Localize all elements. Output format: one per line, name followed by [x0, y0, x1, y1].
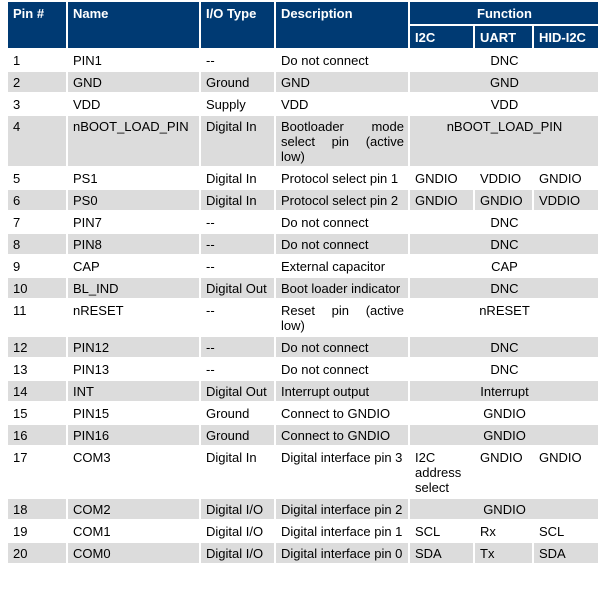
- table-row: [8, 521, 598, 543]
- io-type-cell: Digital In: [201, 190, 276, 212]
- io-type-cell: Ground: [201, 72, 276, 94]
- pin-name-cell: nRESET: [68, 300, 201, 337]
- io-type-cell: --: [201, 234, 276, 256]
- pin-number-cell: 5: [8, 168, 68, 190]
- pin-name-cell: PIN8: [68, 234, 201, 256]
- pin-name-cell: PIN16: [68, 425, 201, 447]
- description-cell: Reset pin (active low): [276, 300, 410, 337]
- description-cell: Bootloader mode select pin (active low): [276, 116, 410, 168]
- io-type-cell: --: [201, 359, 276, 381]
- pin-number-cell: 6: [8, 190, 68, 212]
- function-i2c-cell: SDA: [410, 543, 475, 565]
- pin-name-cell: COM1: [68, 521, 201, 543]
- pin-number-cell: 16: [8, 425, 68, 447]
- pin-assignment-table: [8, 2, 598, 565]
- function-cell: nBOOT_LOAD_PIN: [410, 116, 598, 168]
- function-uart-cell: GNDIO: [475, 190, 534, 212]
- pin-name-cell: PS0: [68, 190, 201, 212]
- function-cell: Interrupt: [410, 381, 598, 403]
- pin-name-cell: INT: [68, 381, 201, 403]
- function-cell: DNC: [410, 50, 598, 72]
- function-cell: DNC: [410, 234, 598, 256]
- description-cell: Digital interface pin 3: [276, 447, 410, 499]
- function-uart-cell: Rx: [475, 521, 534, 543]
- pin-number-cell: 18: [8, 499, 68, 521]
- pin-number-cell: 1: [8, 50, 68, 72]
- table-row: [8, 381, 598, 403]
- function-uart-cell: Tx: [475, 543, 534, 565]
- io-type-cell: Digital In: [201, 447, 276, 499]
- description-cell: External capacitor: [276, 256, 410, 278]
- table-row: [8, 359, 598, 381]
- io-type-cell: --: [201, 212, 276, 234]
- pin-number-cell: 2: [8, 72, 68, 94]
- table-row: [8, 403, 598, 425]
- header-row: [8, 2, 598, 26]
- io-type-cell: --: [201, 300, 276, 337]
- function-i2c-cell: GNDIO: [410, 168, 475, 190]
- table-row: [8, 425, 598, 447]
- table-row: [8, 94, 598, 116]
- function-cell: CAP: [410, 256, 598, 278]
- function-uart-cell: GNDIO: [475, 447, 534, 499]
- description-cell: VDD: [276, 94, 410, 116]
- io-type-cell: Ground: [201, 403, 276, 425]
- pin-number-cell: 12: [8, 337, 68, 359]
- function-i2c-cell: I2C address select: [410, 447, 475, 499]
- pin-name-cell: GND: [68, 72, 201, 94]
- pin-name-cell: PIN7: [68, 212, 201, 234]
- pin-number-cell: 8: [8, 234, 68, 256]
- table-row: [8, 50, 598, 72]
- header-i2c: I2C: [410, 26, 475, 50]
- pin-name-cell: COM3: [68, 447, 201, 499]
- pin-number-cell: 4: [8, 116, 68, 168]
- header-uart: UART: [475, 26, 534, 50]
- pin-number-cell: 7: [8, 212, 68, 234]
- pin-name-cell: PIN12: [68, 337, 201, 359]
- table-row: [8, 256, 598, 278]
- table-row: [8, 234, 598, 256]
- function-cell: GNDIO: [410, 403, 598, 425]
- io-type-cell: --: [201, 256, 276, 278]
- pin-number-cell: 13: [8, 359, 68, 381]
- function-cell: DNC: [410, 359, 598, 381]
- description-cell: Interrupt output: [276, 381, 410, 403]
- header-hid-i2c: HID-I2C: [534, 26, 598, 50]
- pin-name-cell: PS1: [68, 168, 201, 190]
- pin-table-body: [8, 50, 598, 565]
- function-cell: GNDIO: [410, 425, 598, 447]
- description-cell: Do not connect: [276, 50, 410, 72]
- description-cell: Do not connect: [276, 234, 410, 256]
- header-function: Function: [410, 2, 598, 26]
- description-cell: Digital interface pin 0: [276, 543, 410, 565]
- io-type-cell: Digital In: [201, 168, 276, 190]
- function-hid-i2c-cell: VDDIO: [534, 190, 598, 212]
- header-name: Name: [68, 2, 201, 50]
- description-cell: Protocol select pin 2: [276, 190, 410, 212]
- pin-number-cell: 14: [8, 381, 68, 403]
- pin-name-cell: COM0: [68, 543, 201, 565]
- pin-name-cell: PIN13: [68, 359, 201, 381]
- description-cell: Do not connect: [276, 337, 410, 359]
- table-row: [8, 300, 598, 337]
- io-type-cell: Supply: [201, 94, 276, 116]
- pin-name-cell: nBOOT_LOAD_PIN: [68, 116, 201, 168]
- header-description: Description: [276, 2, 410, 50]
- function-cell: nRESET: [410, 300, 598, 337]
- pin-name-cell: PIN1: [68, 50, 201, 72]
- table-row: [8, 190, 598, 212]
- description-cell: Digital interface pin 1: [276, 521, 410, 543]
- function-cell: GND: [410, 72, 598, 94]
- function-cell: DNC: [410, 337, 598, 359]
- pin-number-cell: 9: [8, 256, 68, 278]
- io-type-cell: Digital I/O: [201, 499, 276, 521]
- description-cell: Digital interface pin 2: [276, 499, 410, 521]
- description-cell: Connect to GNDIO: [276, 403, 410, 425]
- function-hid-i2c-cell: GNDIO: [534, 168, 598, 190]
- io-type-cell: --: [201, 337, 276, 359]
- function-uart-cell: VDDIO: [475, 168, 534, 190]
- pin-number-cell: 17: [8, 447, 68, 499]
- description-cell: Do not connect: [276, 212, 410, 234]
- pin-number-cell: 15: [8, 403, 68, 425]
- function-hid-i2c-cell: SCL: [534, 521, 598, 543]
- pin-name-cell: COM2: [68, 499, 201, 521]
- pin-name-cell: VDD: [68, 94, 201, 116]
- pin-name-cell: BL_IND: [68, 278, 201, 300]
- table-row: [8, 116, 598, 168]
- io-type-cell: Ground: [201, 425, 276, 447]
- pin-number-cell: 19: [8, 521, 68, 543]
- function-hid-i2c-cell: SDA: [534, 543, 598, 565]
- description-cell: GND: [276, 72, 410, 94]
- function-cell: VDD: [410, 94, 598, 116]
- function-cell: DNC: [410, 278, 598, 300]
- io-type-cell: Digital I/O: [201, 543, 276, 565]
- function-hid-i2c-cell: GNDIO: [534, 447, 598, 499]
- table-row: [8, 278, 598, 300]
- pin-name-cell: CAP: [68, 256, 201, 278]
- table-row: [8, 72, 598, 94]
- description-cell: Protocol select pin 1: [276, 168, 410, 190]
- table-row: [8, 499, 598, 521]
- table-row: [8, 168, 598, 190]
- io-type-cell: Digital I/O: [201, 521, 276, 543]
- pin-number-cell: 20: [8, 543, 68, 565]
- table-row: [8, 543, 598, 565]
- io-type-cell: --: [201, 50, 276, 72]
- io-type-cell: Digital In: [201, 116, 276, 168]
- pin-number-cell: 11: [8, 300, 68, 337]
- function-cell: DNC: [410, 212, 598, 234]
- function-i2c-cell: GNDIO: [410, 190, 475, 212]
- table-row: [8, 447, 598, 499]
- function-i2c-cell: SCL: [410, 521, 475, 543]
- pin-table-container: [8, 2, 598, 565]
- description-cell: Connect to GNDIO: [276, 425, 410, 447]
- pin-number-cell: 3: [8, 94, 68, 116]
- table-row: [8, 337, 598, 359]
- header-io-type: I/O Type: [201, 2, 276, 50]
- pin-number-cell: 10: [8, 278, 68, 300]
- io-type-cell: Digital Out: [201, 278, 276, 300]
- function-cell: GNDIO: [410, 499, 598, 521]
- table-row: [8, 212, 598, 234]
- description-cell: Boot loader indicator: [276, 278, 410, 300]
- io-type-cell: Digital Out: [201, 381, 276, 403]
- pin-name-cell: PIN15: [68, 403, 201, 425]
- description-cell: Do not connect: [276, 359, 410, 381]
- header-pin-number: Pin #: [8, 2, 68, 50]
